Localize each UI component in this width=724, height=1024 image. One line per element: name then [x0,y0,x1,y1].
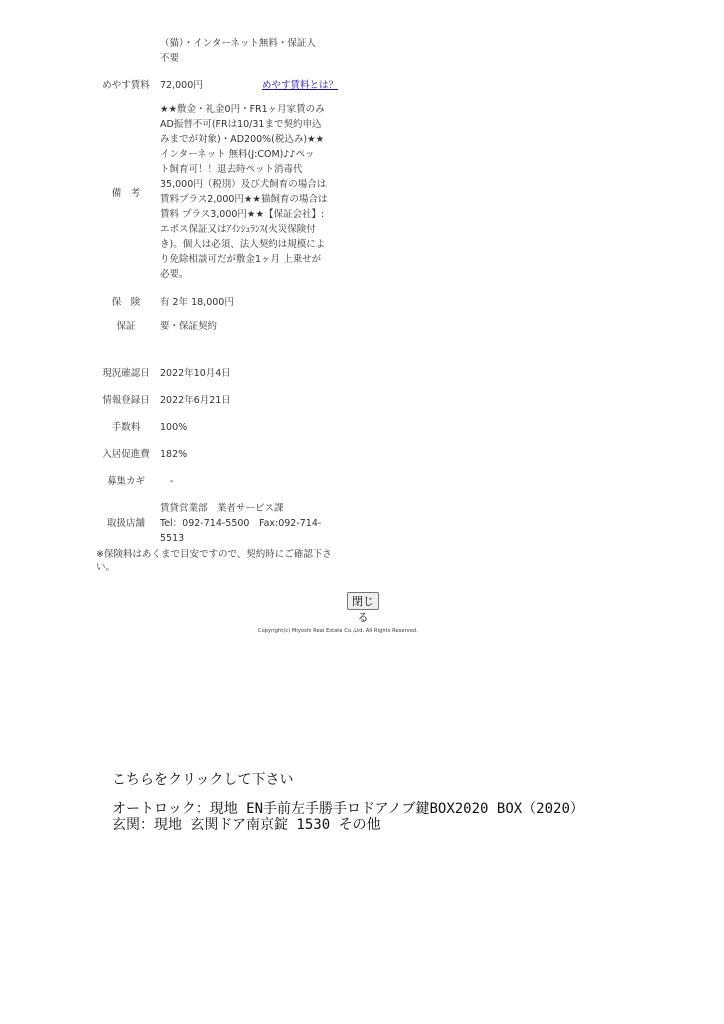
rent-label: めやす賃料 [102,79,150,91]
conditions-line: 不要 [160,53,180,64]
fee-value: 100% [160,422,188,433]
recruitment-key-label: 募集カギ [106,476,145,487]
conditions-row [96,30,340,74]
autolock-info: オートロック：現地 EN手前左手勝手ロドアノブ鍵BOX2020 BOX（2020） [112,801,584,817]
entrance-info: 玄関：現地 玄関ドア南京錠 1530 その他 [112,817,381,833]
remarks-line: AD振替不可(FRは10/31まで契約申込 [160,119,322,130]
property-detail-table [96,30,340,552]
info-registration-value: 2022年6月21日 [160,395,231,406]
store-line: Tel：092-714-5500 Fax:092-714- [160,518,322,529]
conditions-label [96,30,160,74]
remarks-line: エポス保証又はｱｲﾝｼｭﾗﾝｽ(火災保険付 [160,224,316,235]
rent-value: 72,000円 [160,79,203,91]
recruitment-key-value: - [170,476,174,487]
store-value [160,495,340,552]
store-label: 取扱店舗 [106,518,145,529]
insurance-label: 保 険 [111,296,141,308]
insurance-row [96,290,340,314]
move-in-promotion-value: 182% [160,449,188,460]
remarks-line: インターネット 無料(J:COM)♪♪ペッ [160,149,315,160]
store-row [96,495,340,552]
conditions-line: （猫）・インターネット無料・保証人 [160,38,316,49]
remarks-line: 35,000円（税別）及び犬飼育の場合は [160,179,327,190]
status-check-row [96,360,340,387]
store-line: 賃貸営業部 業者サービス課 [160,503,284,514]
remarks-line: ト飼育可！！退去時ペット消毒代 [160,164,303,175]
remarks-line: ★★敷金・礼金0円・FR1ヶ月家賃のみ [160,104,325,115]
close-button[interactable]: 閉じる [347,592,379,610]
remarks-label: 備 考 [111,187,141,199]
guarantee-value: 要・保証契約 [160,320,218,332]
rent-row [96,74,340,96]
move-in-promotion-label: 入居促進費 [102,449,150,460]
store-line: 5513 [160,533,185,544]
remarks-line: 賃料プラス2,000円★★猫飼育の場合は [160,194,328,205]
guarantee-row [96,314,340,338]
info-registration-label: 情報登録日 [102,395,150,406]
recruitment-key-row [96,468,340,495]
insurance-note: ※保険料はあくまで目安ですので、契約時にご確認下さい。 [96,549,332,573]
remarks-line: みまでが対象)・AD200%(税込み)★★ [160,134,325,145]
remarks-line: り免除相談可だが敷金1ヶ月 上乗せが [160,254,322,265]
remarks-line: 賃料 プラス3,000円★★【保証会社】: [160,209,325,220]
fee-label: 手数料 [111,422,141,433]
conditions-value [160,30,340,74]
status-check-value: 2022年10月4日 [160,368,231,379]
remarks-line: き)。個人は必須、法人契約は規模によ [160,239,326,250]
info-registration-row [96,387,340,414]
insurance-value: 有 2年 18,000円 [160,296,234,308]
click-here-text[interactable]: こちらをクリックして下さい [112,772,294,788]
remarks-line: 必要。 [160,269,189,280]
status-check-label: 現況確認日 [102,368,150,379]
move-in-promotion-row [96,441,340,468]
rent-info-link[interactable]: めやす賃料とは？ [261,79,338,91]
remarks-row [96,96,340,290]
fee-row [96,414,340,441]
remarks-value [160,96,340,290]
copyright-text: Copyright(c) Miyoshi Real Estate Co.,Ltd. All Rights Reserved. [258,628,418,634]
guarantee-label: 保証 [116,320,136,332]
